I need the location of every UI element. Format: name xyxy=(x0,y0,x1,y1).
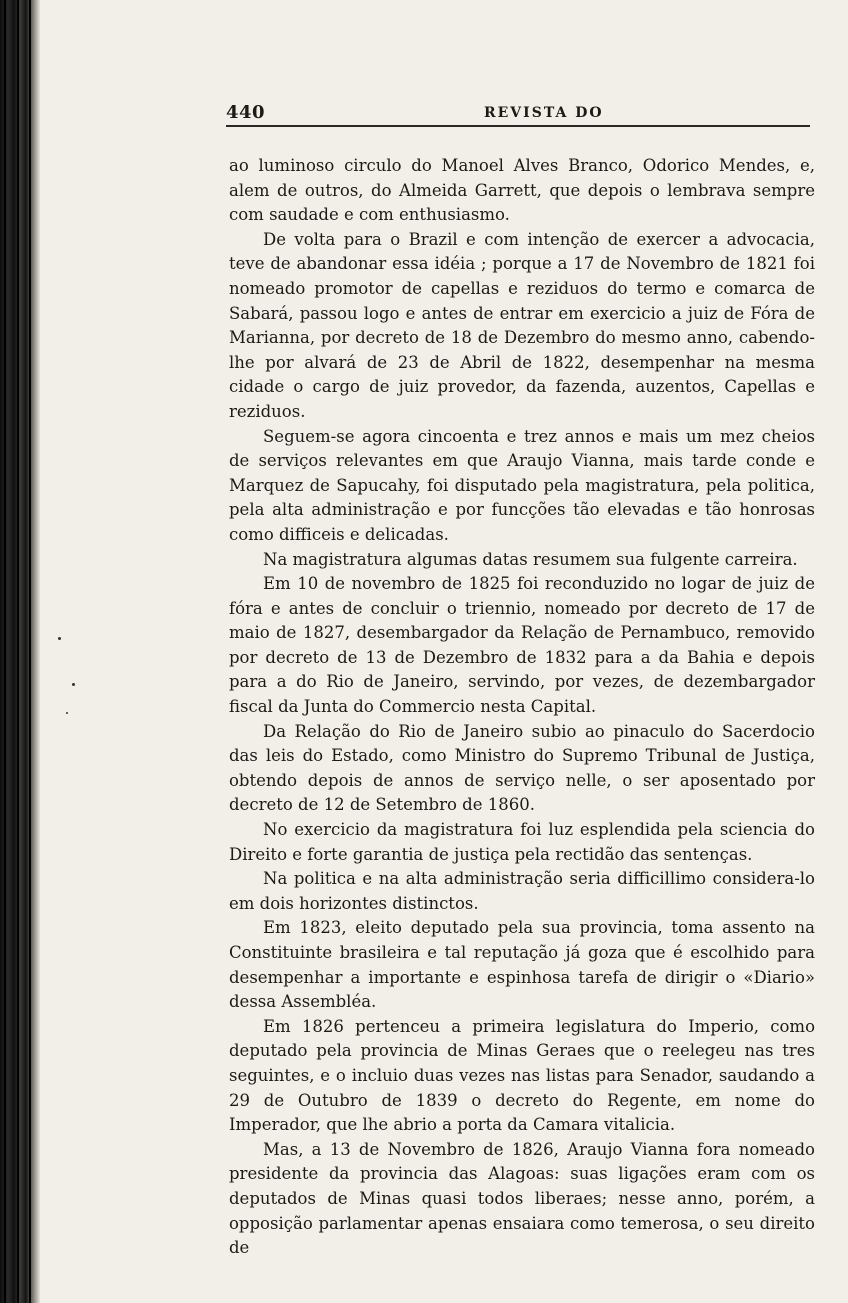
paragraph: Em 10 de novembro de 1825 foi reconduzido no logar de juiz de fóra e antes de concluir o triennio, nomeado por decreto de 17 de maio de 1827, desembargador da Relação de Pernambuco, removido por decreto de 13 de Dezembro de 1832 para a da Bahia e depois para a do Rio de Janeiro, servindo, por vezes, de dezembargador fiscal da Junta do Commercio nesta Capital. xyxy=(229,574,815,717)
paragraph: No exercicio da magistratura foi luz esplendida pela sciencia do Direito e forte garantia de justiça pela rectidão das sentenças. xyxy=(229,820,815,864)
header-rule xyxy=(226,125,810,127)
running-head xyxy=(226,102,810,126)
book-binding-edge xyxy=(0,0,40,1303)
paragraph: Em 1826 pertenceu a primeira legislatura do Imperio, como deputado pela provincia de Minas Geraes que o reelegeu nas tres seguintes, e o incluio duas vezes nas listas para Senador, saudando a 29 de Outubro de 1839 o decreto do Regente, em nome do Imperador, que lhe abrio a porta da Camara vitalicia. xyxy=(229,1016,815,1135)
journal-title: REVISTA DO xyxy=(484,105,604,121)
paragraph: Seguem-se agora cincoenta e trez annos e mais um mez cheios de serviços relevantes em que Araujo Vianna, mais tarde conde e Marquez de Sapucahy, foi disputado pela magistratura, pela politica, pela alta administração e por funcções tão elevadas e tão honrosas como difficeis e delicadas. xyxy=(229,426,815,544)
paragraph: ao luminoso circulo do Manoel Alves Branco, Odorico Mendes, e, alem de outros, do Almeida Garrett, que depois o lembrava sempre com saudade e com enthusiasmo. xyxy=(229,156,815,225)
paragraph: Na politica e na alta administração seria difficillimo considera-lo em dois horizontes distinctos. xyxy=(229,869,815,913)
paper-speck xyxy=(58,637,61,640)
paragraph: Na magistratura algumas datas resumem sua fulgente carreira. xyxy=(263,549,798,569)
text-body xyxy=(229,154,815,1261)
paragraph: Em 1823, eleito deputado pela sua provincia, toma assento na Constituinte brasileira e tal reputação já goza que é escolhido para desempenhar a importante e espinhosa tarefa de dirigir o «Diario» dessa Assembléa. xyxy=(229,918,815,1012)
binding-shadow-line xyxy=(4,0,6,1303)
paper-speck xyxy=(72,683,75,686)
binding-shadow-line xyxy=(29,0,31,1303)
paragraph: Mas, a 13 de Novembro de 1826, Araujo Vianna fora nomeado presidente da provincia das Alagoas: suas ligações eram com os deputados de Minas quasi todos liberaes; nesse anno, porém, a opposição parlamentar apenas ensaiara como temerosa, o seu direito de xyxy=(229,1139,815,1258)
page-number: 440 xyxy=(226,102,266,123)
paragraph: De volta para o Brazil e com intenção de exercer a advocacia, teve de abandonar essa idéia ; porque a 17 de Novembro de 1821 foi nomeado promotor de capellas e reziduos do termo e comarca de Sabará, passou logo e antes de entrar em exercicio a juiz de Fóra de Marianna, por decreto de 18 de Dezembro do mesmo anno, cabendo-lhe por alvará de 23 de Abril de 1822, desempenhar na mesma cidade o cargo de juiz provedor, da fazenda, auzentos, Capellas e reziduos. xyxy=(229,229,815,421)
binding-shadow-line xyxy=(17,0,19,1303)
paragraph: Da Relação do Rio de Janeiro subio ao pinaculo do Sacerdocio das leis do Estado, como Ministro do Supremo Tribunal de Justiça, obtendo depois de annos de serviço nelle, o ser aposentado por decreto de 12 de Setembro de 1860. xyxy=(229,721,815,815)
paper-speck xyxy=(66,712,68,714)
